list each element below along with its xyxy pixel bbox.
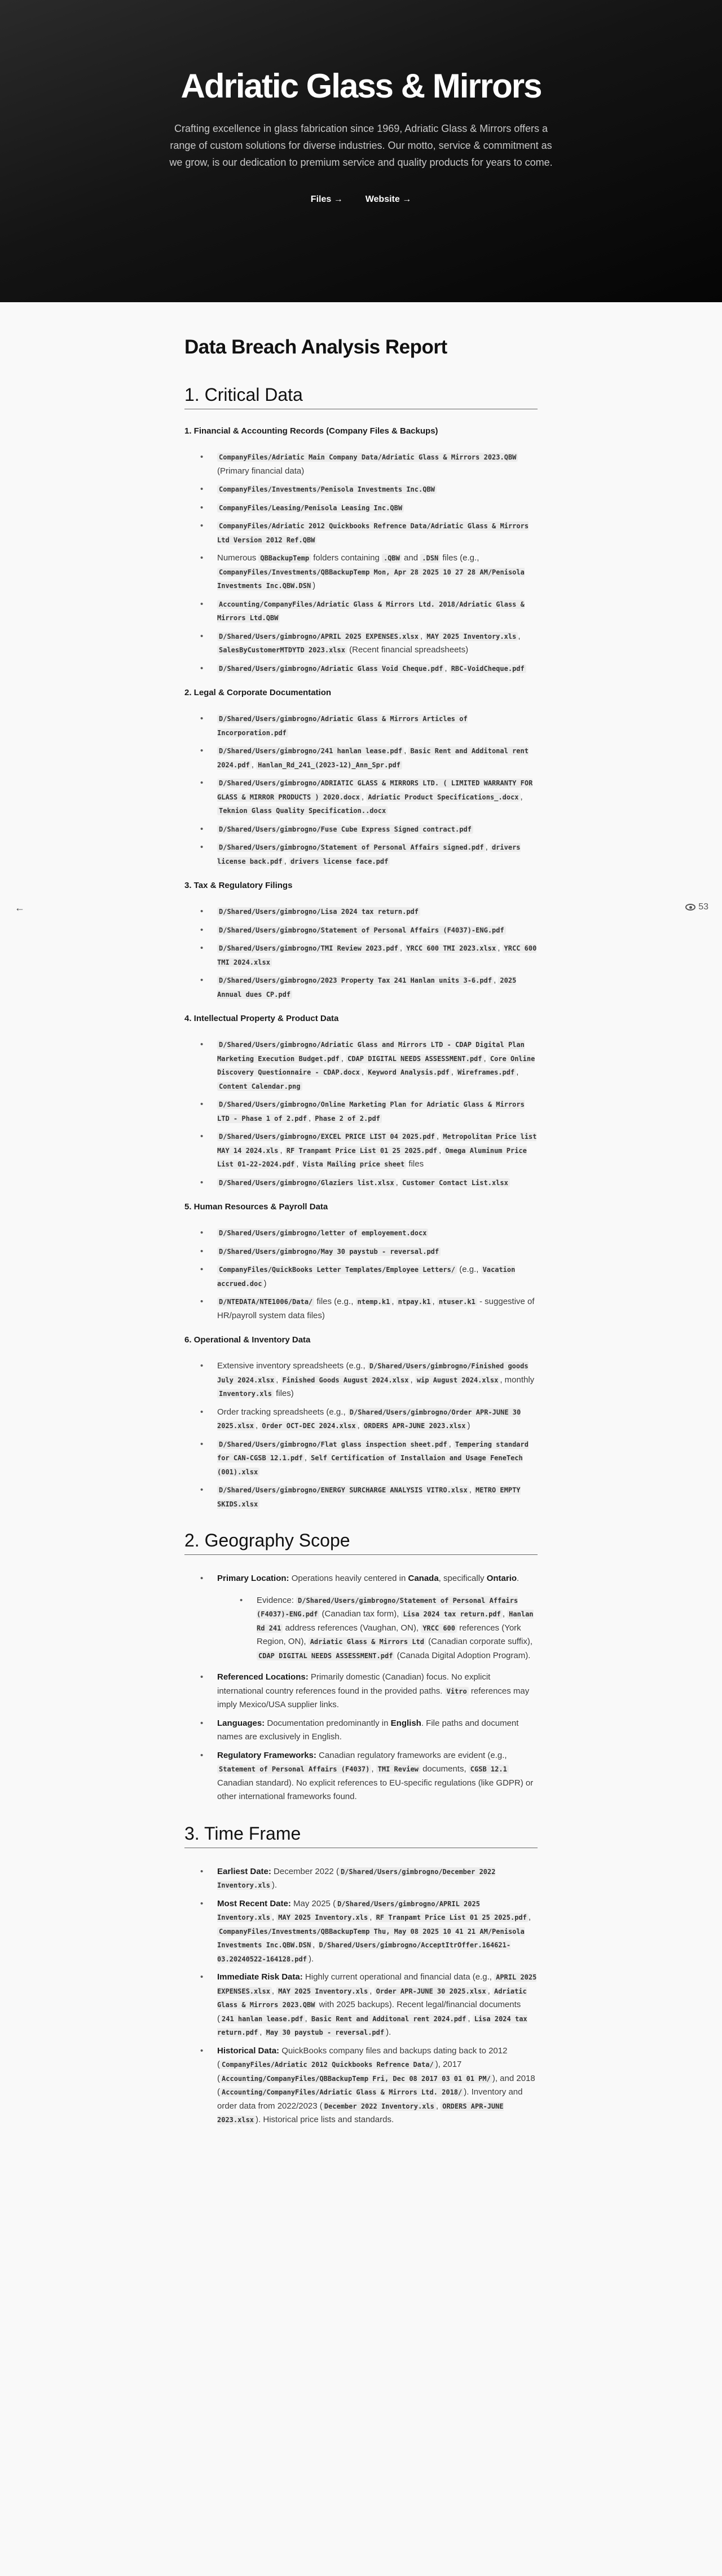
list-item: • D/Shared/Users/gimbrogno/APRIL 2025 EXPENSES.xlsx , MAY 2025 Inventory.xls , SalesByCustomerMTDYTD 2023.xlsx (Recent financial spreadsheets) (200, 630, 538, 657)
list-item: • D/Shared/Users/gimbrogno/Adriatic Glass and Mirrors LTD - CDAP Digital Plan Marketing Execution Budget.pdf , CDAP DIGITAL NEEDS ASSESSMENT.pdf , Core Online Discovery Questionnaire - CDAP.docx , Keyword Analysis.pdf , Wireframes.pdf , Content Calendar.png (200, 1038, 538, 1093)
list-item: • D/Shared/Users/gimbrogno/TMI Review 2023.pdf , YRCC 600 TMI 2023.xlsx , YRCC 600 TMI 2024.xlsx (200, 942, 538, 969)
list-item: • D/Shared/Users/gimbrogno/Adriatic Glass Void Cheque.pdf , RBC-VoidCheque.pdf (200, 662, 538, 676)
website-link[interactable]: Website → (365, 195, 412, 204)
list-item: • D/Shared/Users/gimbrogno/Flat glass inspection sheet.pdf , Tempering standard for CAN-CGSB 12.1.pdf , Self Certification of Installaion and Usage FeneTech (001).xlsx (200, 1438, 538, 1479)
hr-list (200, 1226, 538, 1323)
operational-list (200, 1359, 538, 1511)
list-item: • Historical Data: QuickBooks company files and backups dating back to 2012 ( CompanyFiles/Adriatic 2012 Quickbooks Refrence Data/ ), 2017 ( Accounting/CompanyFiles/QBBackupTemp Fri, Dec 08 2017 03 01 01 PM/ ), and 2018 ( Accounting/CompanyFiles/Adriatic Glass & Mirrors Ltd. 2018/ ). Inventory and order data from 2022/2023 ( December 2022 Inventory.xls , ORDERS APR-JUNE 2023.xlsx ). Historical price lists and standards. (200, 2044, 538, 2127)
subsection-hr: 5. Human Resources & Payroll Data (184, 1202, 328, 1212)
list-item: • D/Shared/Users/gimbrogno/ADRIATIC GLASS & MIRRORS LTD. ( LIMITED WARRANTY FOR GLASS & MIRROR PRODUCTS ) 2020.docx , Adriatic Product Specifications_.docx , Teknion Glass Quality Specification..docx (200, 776, 538, 818)
list-item: • D/Shared/Users/gimbrogno/May 30 paystub - reversal.pdf (200, 1245, 538, 1259)
list-item: • Evidence: D/Shared/Users/gimbrogno/Statement of Personal Affairs (F4037)-ENG.pdf (Canadian tax form), Lisa 2024 tax return.pdf , Hanlan Rd 241 address references (Vaughan, ON), YRCC 600 references (York Region, ON), Adriatic Glass & Mirrors Ltd (Canadian corporate suffix), CDAP DIGITAL NEEDS ASSESSMENT.pdf (Canada Digital Adoption Program). (240, 1594, 538, 1663)
company-description: Crafting excellence in glass fabrication since 1969, Adriatic Glass & Mirrors offers a range of custom solutions for diverse industries. Our motto, service & commitment as we grow, is our dedication to premium service and quality products for years to come. (169, 123, 553, 168)
financial-list (200, 450, 538, 675)
section-geography: 2. Geography Scope (184, 1530, 538, 1555)
list-item: • Accounting/CompanyFiles/Adriatic Glass & Mirrors Ltd. 2018/Adriatic Glass & Mirrors Ltd.QBW (200, 598, 538, 625)
section-time-frame: 3. Time Frame (184, 1823, 538, 1848)
list-item: • D/Shared/Users/gimbrogno/Statement of Personal Affairs signed.pdf , drivers license back.pdf , drivers license face.pdf (200, 841, 538, 868)
list-item: • Extensive inventory spreadsheets (e.g., D/Shared/Users/gimbrogno/Finished goods July 2024.xlsx , Finished Goods August 2024.xlsx , wip August 2024.xlsx , monthly Inventory.xls files) (200, 1359, 538, 1401)
hero-banner (0, 0, 722, 302)
geography-list (200, 1572, 538, 1804)
list-item: • D/Shared/Users/gimbrogno/ENERGY SURCHARGE ANALYSIS VITRO.xlsx , METRO EMPTY SKIDS.xlsx (200, 1483, 538, 1511)
report-content (184, 336, 538, 2127)
list-item: • Most Recent Date: May 2025 ( D/Shared/Users/gimbrogno/APRIL 2025 Inventory.xls , MAY 2025 Inventory.xls , RF Tranpamt Price List 01 25 2025.pdf , CompanyFiles/Investments/QBBackupTemp Thu, May 08 2025 10 41 21 AM/Penisola Investments Inc.QBW.DSN , D/Shared/Users/gimbrogno/AcceptItrOffer.164621-03.20240522-164128.pdf ). (200, 1897, 538, 1967)
list-item: • D/Shared/Users/gimbrogno/2023 Property Tax 241 Hanlan units 3-6.pdf , 2025 Annual dues CP.pdf (200, 974, 538, 1001)
view-counter (685, 902, 708, 912)
list-item: • CompanyFiles/QuickBooks Letter Templates/Employee Letters/ (e.g., Vacation accrued.doc ) (200, 1263, 538, 1291)
time-frame-list (200, 1865, 538, 2127)
list-item: • D/NTEDATA/NTE1006/Data/ files (e.g., ntemp.k1 , ntpay.k1 , ntuser.k1 - suggestive of HR/payroll system data files) (200, 1295, 538, 1323)
company-title: Adriatic Glass & Mirrors (180, 67, 542, 105)
section-critical-data: 1. Critical Data (184, 385, 538, 409)
list-item: • CompanyFiles/Adriatic 2012 Quickbooks Refrence Data/Adriatic Glass & Mirrors Ltd Version 2012 Ref.QBW (200, 519, 538, 547)
report-title: Data Breach Analysis Report (184, 336, 447, 358)
subsection-tax: 3. Tax & Regulatory Filings (184, 881, 293, 890)
subsection-legal: 2. Legal & Corporate Documentation (184, 688, 332, 697)
list-item: • CompanyFiles/Adriatic Main Company Data/Adriatic Glass & Mirrors 2023.QBW (Primary financial data) (200, 450, 538, 478)
ip-list (200, 1038, 538, 1190)
list-item: • D/Shared/Users/gimbrogno/Adriatic Glass & Mirrors Articles of Incorporation.pdf (200, 712, 538, 740)
list-item: • Immediate Risk Data: Highly current operational and financial data (e.g., APRIL 2025 EXPENSES.xlsx , MAY 2025 Inventory.xls , Order APR-JUNE 30 2025.xlsx , Adriatic Glass & Mirrors 2023.QBW with 2025 backups). Recent legal/financial documents ( 241 hanlan lease.pdf , Basic Rent and Additonal rent 2024.pdf , Lisa 2024 tax return.pdf , May 30 paystub - reversal.pdf ). (200, 1970, 538, 2040)
list-item: • D/Shared/Users/gimbrogno/letter of employement.docx (200, 1226, 538, 1240)
list-item: • D/Shared/Users/gimbrogno/241 hanlan lease.pdf , Basic Rent and Additonal rent 2024.pdf , Hanlan_Rd_241_(2023-12)_Ann_Spr.pdf (200, 744, 538, 772)
subsection-financial: 1. Financial & Accounting Records (Company Files & Backups) (184, 426, 438, 436)
list-item: • Languages: Documentation predominantly in English. File paths and document names are exclusively in English. (200, 1717, 538, 1744)
list-item: • CompanyFiles/Leasing/Penisola Leasing Inc.QBW (200, 501, 538, 515)
list-item: • Earliest Date: December 2022 ( D/Shared/Users/gimbrogno/December 2022 Inventory.xls ). (200, 1865, 538, 1893)
eye-icon (685, 904, 695, 911)
list-item: • Numerous QBBackupTemp folders containing .QBW and .DSN files (e.g., CompanyFiles/Investments/QBBackupTemp Mon, Apr 28 2025 10 27 28 AM/Penisola Investments Inc.QBW.DSN ) (200, 551, 538, 593)
tax-list (200, 905, 538, 1001)
list-item: • D/Shared/Users/gimbrogno/Lisa 2024 tax return.pdf (200, 905, 538, 919)
list-item: • CompanyFiles/Investments/Penisola Investments Inc.QBW (200, 483, 538, 497)
subsection-operational: 6. Operational & Inventory Data (184, 1335, 311, 1345)
arrow-left-icon[interactable]: ← (15, 902, 25, 913)
view-count: 53 (698, 902, 708, 912)
list-item: • D/Shared/Users/gimbrogno/Online Marketing Plan for Adriatic Glass & Mirrors LTD - Phase 1 of 2.pdf , Phase 2 of 2.pdf (200, 1098, 538, 1125)
list-item: • D/Shared/Users/gimbrogno/EXCEL PRICE LIST 04 2025.pdf , Metropolitan Price list MAY 14 2024.xls , RF Tranpamt Price List 01 25 2025.pdf , Omega Aluminum Price List 01-22-2024.pdf , Vista Mailing price sheet files (200, 1130, 538, 1172)
files-link[interactable]: Files → (310, 195, 343, 204)
list-item: • Primary Location: Operations heavily centered in Canada, specifically Ontario. • Evidence: D/Shared/Users/gimbrogno/Statement of Personal Affairs (F4037)-ENG.pdf (Canadian tax form), Lisa 2024 tax return.pdf , Hanlan Rd 241 address references (Vaughan, ON), YRCC 600 references (York Region, ON), Adriatic Glass & Mirrors Ltd (Canadian corporate suffix), CDAP DIGITAL NEEDS ASSESSMENT.pdf (Canada Digital Adoption Program). (200, 1572, 538, 1663)
list-item: • D/Shared/Users/gimbrogno/Statement of Personal Affairs (F4037)-ENG.pdf (200, 924, 538, 938)
list-item: • Order tracking spreadsheets (e.g., D/Shared/Users/gimbrogno/Order APR-JUNE 30 2025.xlsx , Order OCT-DEC 2024.xlsx , ORDERS APR-JUNE 2023.xlsx ) (200, 1406, 538, 1433)
legal-list (200, 712, 538, 868)
list-item: • Referenced Locations: Primarily domestic (Canadian) focus. No explicit international country references found in the provided paths. Vitro references may imply Mexico/USA supplier links. (200, 1671, 538, 1712)
list-item: • Regulatory Frameworks: Canadian regulatory frameworks are evident (e.g., Statement of Personal Affairs (F4037) , TMI Review documents, CGSB 12.1 Canadian standard). No explicit references to EU-specific regulations (like GDPR) or other international frameworks found. (200, 1749, 538, 1804)
subsection-ip: 4. Intellectual Property & Product Data (184, 1014, 339, 1023)
list-item: • D/Shared/Users/gimbrogno/Fuse Cube Express Signed contract.pdf (200, 823, 538, 837)
list-item: • D/Shared/Users/gimbrogno/Glaziers list.xlsx , Customer Contact List.xlsx (200, 1176, 538, 1190)
